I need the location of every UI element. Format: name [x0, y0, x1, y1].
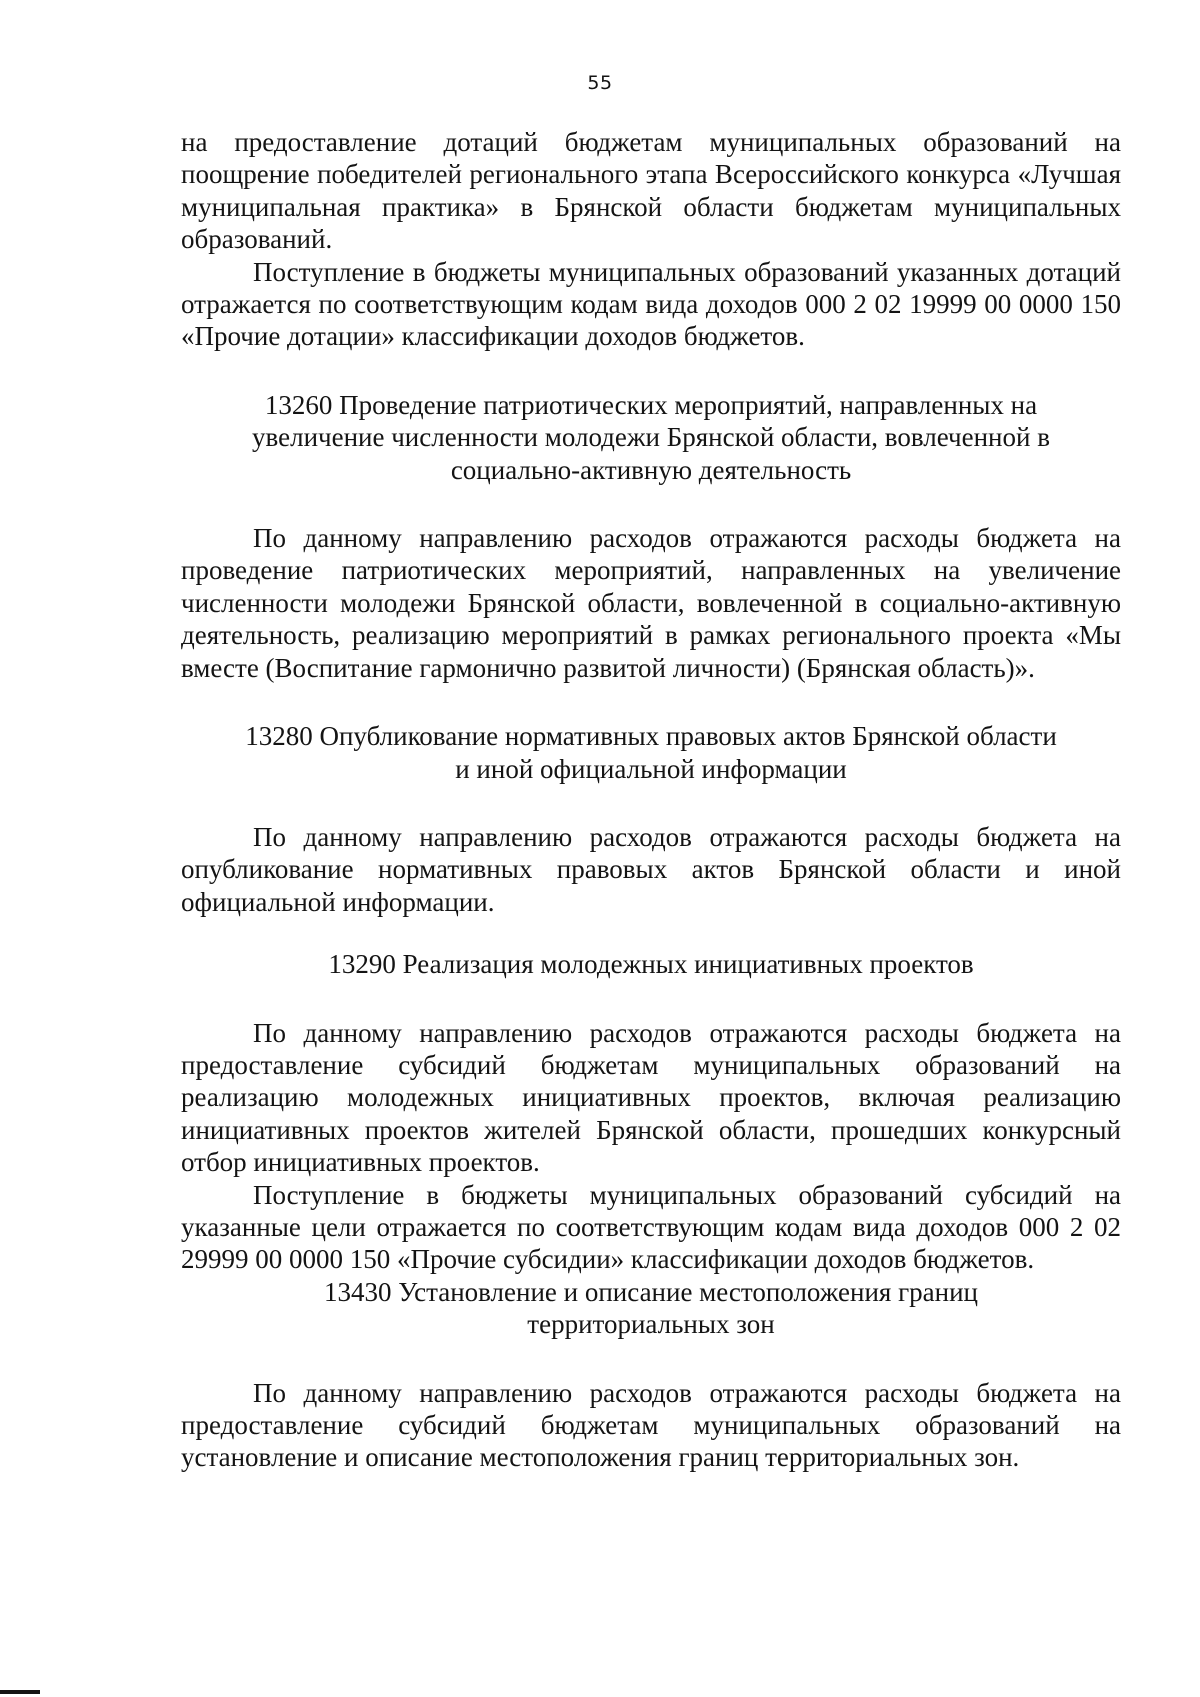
section-heading-13260 — [181, 389, 1121, 486]
section-heading-13290 — [181, 948, 1121, 980]
paragraph-13280-description: По данному направлению расходов отражаются расходы бюджета на опубликование нормативных правовых актов Брянской области и иной официальной информации. — [181, 821, 1121, 917]
paragraph-revenue-dotations: Поступление в бюджеты муниципальных образований указанных дотаций отражается по соответствующим кодам вида доходов 000 2 02 19999 00 0000 150 «Прочие дотации» классификации доходов бюджетов. — [181, 256, 1121, 352]
heading-line: увеличение численности молодежи Брянской области, вовлеченной в — [252, 422, 1050, 453]
scan-edge-mark — [0, 1690, 40, 1694]
document-body — [181, 126, 1121, 1474]
heading-line: 13280 Опубликование нормативных правовых актов Брянской области — [245, 721, 1057, 752]
section-heading-13280 — [181, 720, 1121, 785]
heading-line: социально-активную деятельность — [450, 454, 852, 485]
section-heading-13430 — [181, 1276, 1121, 1341]
page-number: 55 — [587, 72, 613, 94]
paragraph-13430-description: По данному направлению расходов отражаются расходы бюджета на предоставление субсидий бюджетам муниципальных образований на установление и описание местоположения границ территориальных зон. — [181, 1377, 1121, 1473]
paragraph-13260-description: По данному направлению расходов отражаются расходы бюджета на проведение патриотических мероприятий, направленных на увеличение численности молодежи Брянской области, вовлеченной в социально-активную деятельность, реализацию мероприятий в рамках регионального проекта «Мы вместе (Воспитание гармонично развитой личности) (Брянская область)». — [181, 523, 1121, 683]
paragraph-revenue-subsidies: Поступление в бюджеты муниципальных образований субсидий на указанные цели отражается по соответствующим кодам вида доходов 000 2 02 29999 00 0000 150 «Прочие субсидии» классификации доходов бюджетов. — [181, 1179, 1121, 1275]
heading-line: 13290 Реализация молодежных инициативных проектов — [328, 949, 974, 980]
heading-line: 13430 Установление и описание местоположения границ — [324, 1276, 978, 1307]
paragraph-subsidy-intro: на предоставление дотаций бюджетам муниципальных образований на поощрение победителей регионального этапа Всероссийского конкурса «Лучшая муниципальная практика» в Брянской области бюджетам муниципальных образований. — [181, 127, 1121, 255]
heading-line: и иной официальной информации — [455, 753, 847, 784]
paragraph-13290-description: По данному направлению расходов отражаются расходы бюджета на предоставление субсидий бюджетам муниципальных образований на реализацию молодежных инициативных проектов, включая реализацию инициативных проектов жителей Брянской области, прошедших конкурсный отбор инициативных проектов. — [181, 1017, 1121, 1178]
heading-line: территориальных зон — [527, 1309, 775, 1340]
heading-line: 13260 Проведение патриотических мероприятий, направленных на — [264, 389, 1038, 420]
